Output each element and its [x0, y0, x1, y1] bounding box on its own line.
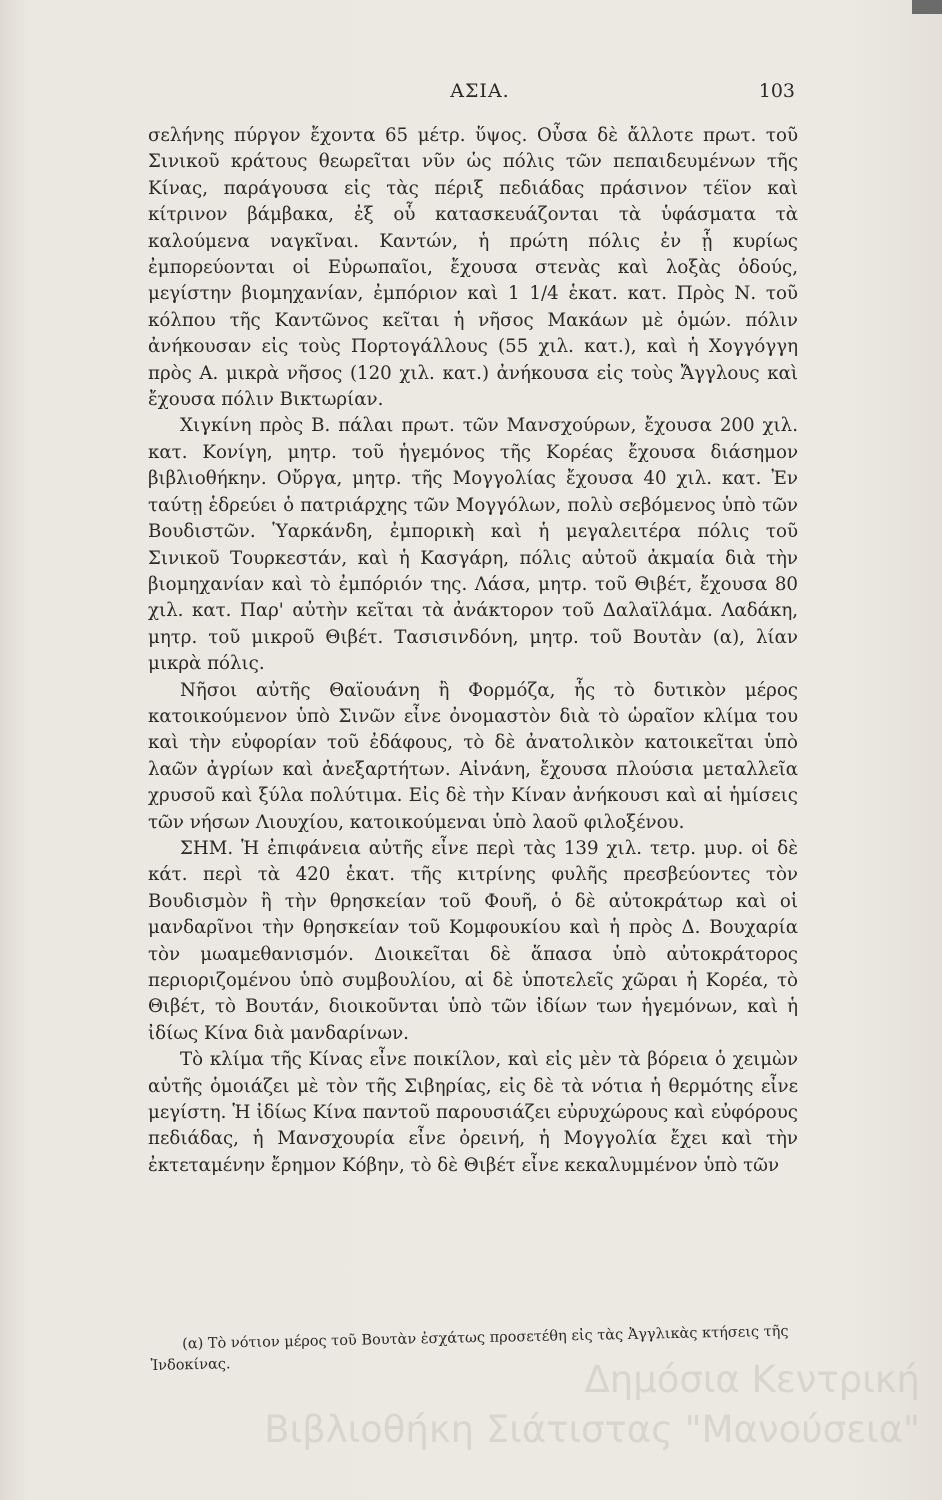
page-header: [165, 80, 795, 110]
paragraph-climate: Τὸ κλίμα τῆς Κίνας εἶνε ποικίλον, καὶ εἰς μὲν τὰ βόρεια ὁ χειμὼν αὐτῆς ὁμοιάζει μὲ τὸν τῆς Σιβηρίας, εἰς δὲ τὰ νότια ἡ θερμότης εἶνε μεγίστη. Ἡ ἰδίως Κίνα παντοῦ παρουσιάζει εὐρυχώρους καὶ εὐφόρους πεδιάδας, ἡ Μανσχουρία εἶνε ὀρεινή, ἡ Μογγολία ἔχει καὶ τὴν ἐκτεταμένην ἔρημον Κόβην, τὸ δὲ Θιβέτ εἶνε κεκαλυμμένον ὑπὸ τῶν: [148, 1049, 798, 1176]
watermark-line-2: Βιβλιοθήκη Σιάτιστας "Μανούσεια": [264, 1408, 920, 1451]
paragraph-note: ΣΗΜ. Ἡ ἐπιφάνεια αὐτῆς εἶνε περὶ τὰς 139 χιλ. τετρ. μυρ. οἱ δὲ κάτ. περὶ τὰ 420 ἑκατ. τῆς κιτρίνης φυλῆς πρεσβεύοντες τὸν Βουδισμὸν ἢ τὴν θρησκείαν τοῦ Φουῆ, ὁ δὲ αὐτοκράτωρ καὶ οἱ μανδαρῖνοι τὴν θρησκείαν τοῦ Κομφουκίου καὶ ἡ πρὸς Δ. Βουχαρία τὸν μωαμεθανισμόν. Διοικεῖται δὲ ἅπασα ὑπὸ αὐτοκράτορος περιοριζομένου ὑπὸ συμβουλίου, αἱ δὲ ὑποτελεῖς χῶραι ἡ Κορέα, τὸ Θιβέτ, τὸ Βουτάν, διοικοῦνται ὑπὸ τῶν ἰδίων των ἡγεμόνων, καὶ ἡ ἰδίως Κίνα διὰ μανδαρίνων.: [148, 837, 798, 1044]
page-number: 103: [758, 80, 795, 102]
paragraph-canton: σελήνης πύργον ἔχοντα 65 μέτρ. ὕψος. Οὖσα δὲ ἄλλοτε πρωτ. τοῦ Σινικοῦ κράτους θεωρεῖται νῦν ὡς πόλις τῶν πεπαιδευμένων τῆς Κίνας, παράγουσα εἰς τὰς πέριξ πεδιάδας πράσινον τέϊον καὶ κίτρινον βάμβακα, ἐξ οὗ κατασκευάζονται τὰ ὑφάσματα τὰ καλούμενα ναγκῖναι. Καντών, ἡ πρώτη πόλις ἐν ᾗ κυρίως ἐμπορεύονται οἱ Εὐρωπαῖοι, ἔχουσα στενὰς καὶ λοξὰς ὁδούς, μεγίστην βιομηχανίαν, ἐμπόριον καὶ 1 1/4 ἑκατ. κατ. Πρὸς Ν. τοῦ κόλπου τῆς Καντῶνος κεῖται ἡ νῆσος Μακάων μὲ ὁμών. πόλιν ἀνήκουσαν εἰς τοὺς Πορτογάλλους (55 χιλ. κατ.), καὶ ἡ Χογγόγγη πρὸς Α. μικρὰ νῆσος (120 χιλ. κατ.) ἀνήκουσα εἰς τοὺς Ἄγγλους καὶ ἔχουσα πόλιν Βικτωρίαν.: [148, 125, 798, 411]
running-title: ΑΣΙΑ.: [450, 80, 510, 102]
scan-edge-strip: [912, 0, 942, 14]
body-text: [148, 123, 798, 1179]
watermark-line-1: Δημόσια Κεντρική: [584, 1358, 920, 1401]
library-watermark: [200, 1355, 920, 1455]
footnote-text: (α) Τὸ νότιον μέρος τοῦ Βουτὰν ἐσχάτως προσετέθη εἰς τὰς Ἀγγλικὰς κτήσεις τῆς Ἰνδοκίνας.: [150, 1323, 789, 1374]
paragraph-islands: Νῆσοι αὐτῆς Θαϊουάνη ἢ Φορμόζα, ἧς τὸ δυτικὸν μέρος κατοικούμενον ὑπὸ Σινῶν εἶνε ὀνομαστὸν διὰ τὸ ὡραῖον κλίμα του καὶ τὴν εὐφορίαν τοῦ ἐδάφους, τὸ δὲ ἀνατολικὸν κατοικεῖται ὑπὸ λαῶν ἀγρίων καὶ ἀνεξαρτήτων. Αἰνάνη, ἔχουσα πλούσια μεταλλεῖα χρυσοῦ καὶ ξύλα πολύτιμα. Εἰς δὲ τὴν Κίναν ἀνήκουσι καὶ αἱ ἡμίσεις τῶν νήσων Λιουχίου, κατοικούμεναι ὑπὸ λαοῦ φιλοξένου.: [148, 679, 798, 833]
paragraph-cities: Χιγκίνη πρὸς Β. πάλαι πρωτ. τῶν Μανσχούρων, ἔχουσα 200 χιλ. κατ. Κονίγη, μητρ. τοῦ ἡγεμόνος τῆς Κορέας ἔχουσα διάσημον βιβλιοθήκην. Οὔργα, μητρ. τῆς Μογγολίας ἔχουσα 40 χιλ. κατ. Ἐν ταύτῃ ἑδρεύει ὁ πατριάρχης τῶν Μογγόλων, πολὺ σεβόμενος ὑπὸ τῶν Βουδιστῶν. Ὑαρκάνδη, ἐμπορικὴ καὶ ἡ μεγαλειτέρα πόλις τοῦ Σινικοῦ Τουρκεστάν, καὶ ἡ Κασγάρη, πόλις αὐτοῦ ἀκμαία διὰ τὴν βιομηχανίαν καὶ τὸ ἐμπόριόν της. Λάσα, μητρ. τοῦ Θιβέτ, ἔχουσα 80 χιλ. κατ. Παρ' αὐτὴν κεῖται τὰ ἀνάκτορον τοῦ Δαλαϊλάμα. Λαδάκη, μητρ. τοῦ μικροῦ Θιβέτ. Τασισινδόνη, μητρ. τοῦ Βουτὰν (α), λίαν μικρὰ πόλις.: [148, 415, 798, 675]
